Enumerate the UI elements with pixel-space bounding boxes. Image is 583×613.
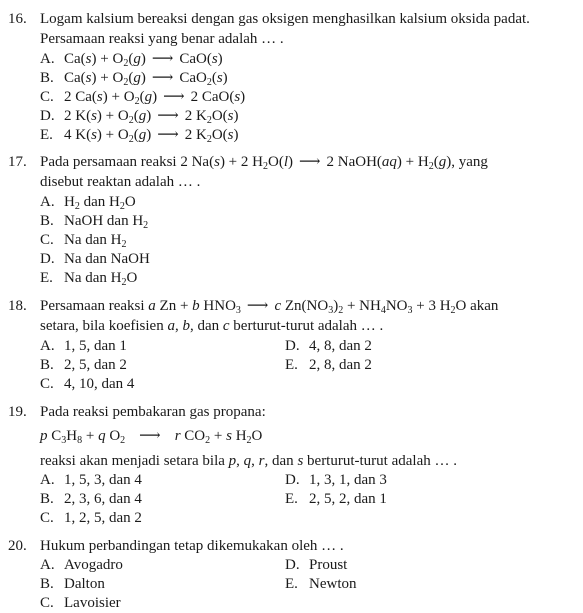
- option-label: D.: [285, 472, 300, 488]
- option-label: D.: [40, 251, 55, 267]
- reaction-arrow-icon: ⟶: [151, 70, 174, 86]
- reaction-arrow-icon: ⟶: [246, 298, 269, 314]
- option-label: E.: [285, 357, 298, 373]
- question-stem: disebut reaktan adalah … .: [40, 174, 201, 190]
- option-label: B.: [40, 491, 54, 507]
- option-text: 4, 10, dan 4: [64, 376, 135, 392]
- option: [40, 50, 223, 68]
- option: [40, 337, 127, 355]
- option-label: D.: [285, 557, 300, 573]
- question-stem: Logam kalsium bereaksi dengan gas oksigen menghasilkan kalsium oksida padat.: [40, 11, 530, 27]
- option-label: A.: [40, 557, 55, 573]
- option-text: 1, 2, 5, dan 2: [64, 510, 142, 526]
- question-stem: setara, bila koefisien a, b, dan c berturut-turut adalah … .: [40, 318, 384, 334]
- option-label: E.: [285, 491, 298, 507]
- equation: 4 $K(s) + O_2(g)$ ⟶ 2 $K_2O(s)$: [64, 127, 239, 145]
- option-label: C.: [40, 510, 54, 526]
- option: [40, 556, 123, 574]
- option: [40, 509, 142, 527]
- reaction-arrow-icon: ⟶: [298, 154, 321, 170]
- option-label: B.: [40, 70, 54, 86]
- option-label: E.: [40, 270, 53, 286]
- option-label: D.: [285, 338, 300, 354]
- question-number: 19.: [8, 404, 27, 420]
- option-text: 2, 3, 6, dan 4: [64, 491, 142, 507]
- question-stem: Pada reaksi pembakaran gas propana:: [40, 404, 266, 420]
- option-text: Lavoisier: [64, 595, 121, 611]
- option: E. Na dan $H_2O$: [40, 270, 138, 288]
- option-label: A.: [40, 51, 55, 67]
- option-text: 2, 5, dan 2: [64, 357, 127, 373]
- option-text: 4, 8, dan 2: [309, 338, 372, 354]
- option: [40, 575, 105, 593]
- option-text: 2, 8, dan 2: [309, 357, 372, 373]
- option-label: C.: [40, 89, 54, 105]
- option-label: A.: [40, 338, 55, 354]
- reaction-arrow-icon: ⟶: [157, 108, 179, 124]
- reaction-arrow-icon: ⟶: [151, 51, 174, 67]
- option-text: 2, 5, 2, dan 1: [309, 491, 387, 507]
- option: [285, 356, 372, 374]
- option-label: A.: [40, 194, 55, 210]
- question-number: 18.: [8, 298, 27, 314]
- question-number: 20.: [8, 538, 27, 554]
- option-text: Avogadro: [64, 557, 123, 573]
- option-text: 1, 5, 3, dan 4: [64, 472, 142, 488]
- reaction-arrow-icon: ⟶: [139, 428, 161, 444]
- equation: 2 $Ca(s) + O_2(g)$ ⟶ 2 CaO(s): [64, 89, 246, 107]
- question-stem: Persamaan reaksi a Zn + b $HNO_3$ ⟶ c $Zn(NO_3)_2 + NH_4NO_3 + 3$ $H_2O$ akan: [40, 298, 499, 316]
- option-text: Proust: [309, 557, 348, 573]
- option: [40, 107, 239, 125]
- question-number: 17.: [8, 154, 27, 170]
- option-label: C.: [40, 595, 54, 611]
- option-label: C.: [40, 376, 54, 392]
- option: [285, 575, 357, 593]
- option-text: 1, 3, 1, dan 3: [309, 472, 387, 488]
- option: [40, 490, 142, 508]
- option: C. Na dan $H_2$: [40, 232, 127, 250]
- option-label: D.: [40, 108, 55, 124]
- option: [40, 471, 142, 489]
- option-label: C.: [40, 232, 54, 248]
- reaction-arrow-icon: ⟶: [157, 127, 179, 143]
- option: [285, 471, 387, 489]
- equation: $Ca(s) + O_2(g)$ ⟶ CaO$_2$(s): [64, 70, 228, 88]
- option: [285, 337, 372, 355]
- equation: 2 $K(s) + O_2(g)$ ⟶ 2 $K_2O(s)$: [64, 108, 239, 126]
- option-text: Na dan NaOH: [64, 251, 150, 267]
- equation: $Ca(s) + O_2(g)$ ⟶ CaO(s): [64, 51, 223, 69]
- option: [40, 126, 239, 144]
- option: [40, 88, 245, 106]
- option-text: Dalton: [64, 576, 105, 592]
- option: [40, 594, 121, 612]
- question-stem: reaksi akan menjadi setara bila p, q, r, dan s berturut-turut adalah … .: [40, 453, 457, 469]
- question-stem: Hukum perbandingan tetap dikemukakan oleh … .: [40, 538, 344, 554]
- option: [40, 375, 134, 393]
- option-label: A.: [40, 472, 55, 488]
- option: [285, 490, 387, 508]
- option-label: E.: [285, 576, 298, 592]
- option-text: 1, 5, dan 1: [64, 338, 127, 354]
- option: [40, 356, 127, 374]
- option-label: B.: [40, 576, 54, 592]
- option: [285, 556, 347, 574]
- option-text: Newton: [309, 576, 357, 592]
- reaction-arrow-icon: ⟶: [163, 89, 185, 105]
- option: B. NaOH dan $H_2$: [40, 213, 149, 231]
- question-stem: Pada persamaan reaksi 2 Na(s) + 2 $H_2O(l)$ ⟶ 2 NaOH(aq) + $H_2(g)$, yang: [40, 154, 488, 172]
- option-label: B.: [40, 357, 54, 373]
- option-label: B.: [40, 213, 54, 229]
- option: A. $H_2$ dan $H_2O$: [40, 194, 136, 212]
- question-stem: Persamaan reaksi yang benar adalah … .: [40, 31, 284, 47]
- option: [40, 250, 150, 268]
- question-number: 16.: [8, 11, 27, 27]
- option: [40, 69, 228, 87]
- equation: p $C_3H_8 + q$ $O_2$ ⟶ r $CO_2 + s$ $H_2O$: [40, 428, 263, 446]
- option-label: E.: [40, 127, 53, 143]
